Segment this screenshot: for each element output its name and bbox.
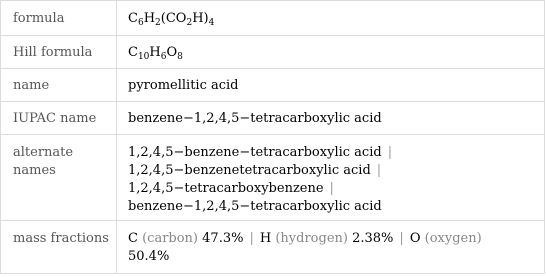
name-row [1, 69, 545, 102]
alternate-names-row [1, 135, 545, 221]
separator: | [329, 181, 334, 196]
element-symbol: H [259, 231, 272, 246]
hill-formula-row [1, 36, 545, 69]
element-name: (hydrogen) [275, 231, 348, 246]
mass-fractions-row [1, 221, 545, 274]
formula-row [1, 1, 545, 36]
fraction-value: 47.3% [202, 231, 244, 246]
name-label: name [1, 69, 117, 102]
separator: | [376, 163, 382, 178]
separator: | [399, 231, 404, 246]
formula-value: $C_6H_2(CO_2H)_4$ [117, 1, 545, 36]
element-symbol: C [128, 231, 138, 246]
alternate-names-value [117, 135, 545, 221]
iupac-name-label: IUPAC name [1, 102, 117, 135]
formula-label: formula [1, 1, 117, 36]
alternate-name: 1,2,4,5−benzenetetracarboxylic acid [128, 163, 371, 178]
element-name: (oxygen) [424, 231, 482, 246]
hill-formula-label: Hill formula [1, 36, 117, 69]
iupac-name-value: benzene−1,2,4,5−tetracarboxylic acid [117, 102, 545, 135]
alternate-name: 1,2,4,5−benzene−tetracarboxylic acid [128, 145, 382, 160]
mass-fractions-label: mass fractions [1, 221, 117, 274]
alternate-name: benzene−1,2,4,5−tetracarboxylic acid [128, 199, 382, 214]
element-name: (carbon) [142, 231, 199, 246]
hill-formula-value: $C_{10}H_6O_8$ [117, 36, 545, 69]
separator: | [387, 145, 393, 160]
alternate-names-label: alternate names [1, 135, 117, 221]
alternate-name: 1,2,4,5−tetracarboxybenzene [128, 181, 324, 196]
element-symbol: O [409, 231, 421, 246]
fraction-value: 50.4% [128, 249, 170, 264]
separator: | [249, 231, 254, 246]
iupac-name-row [1, 102, 545, 135]
name-value: pyromellitic acid [117, 69, 545, 102]
mass-fractions-value [117, 221, 545, 274]
fraction-value: 2.38% [352, 231, 394, 246]
